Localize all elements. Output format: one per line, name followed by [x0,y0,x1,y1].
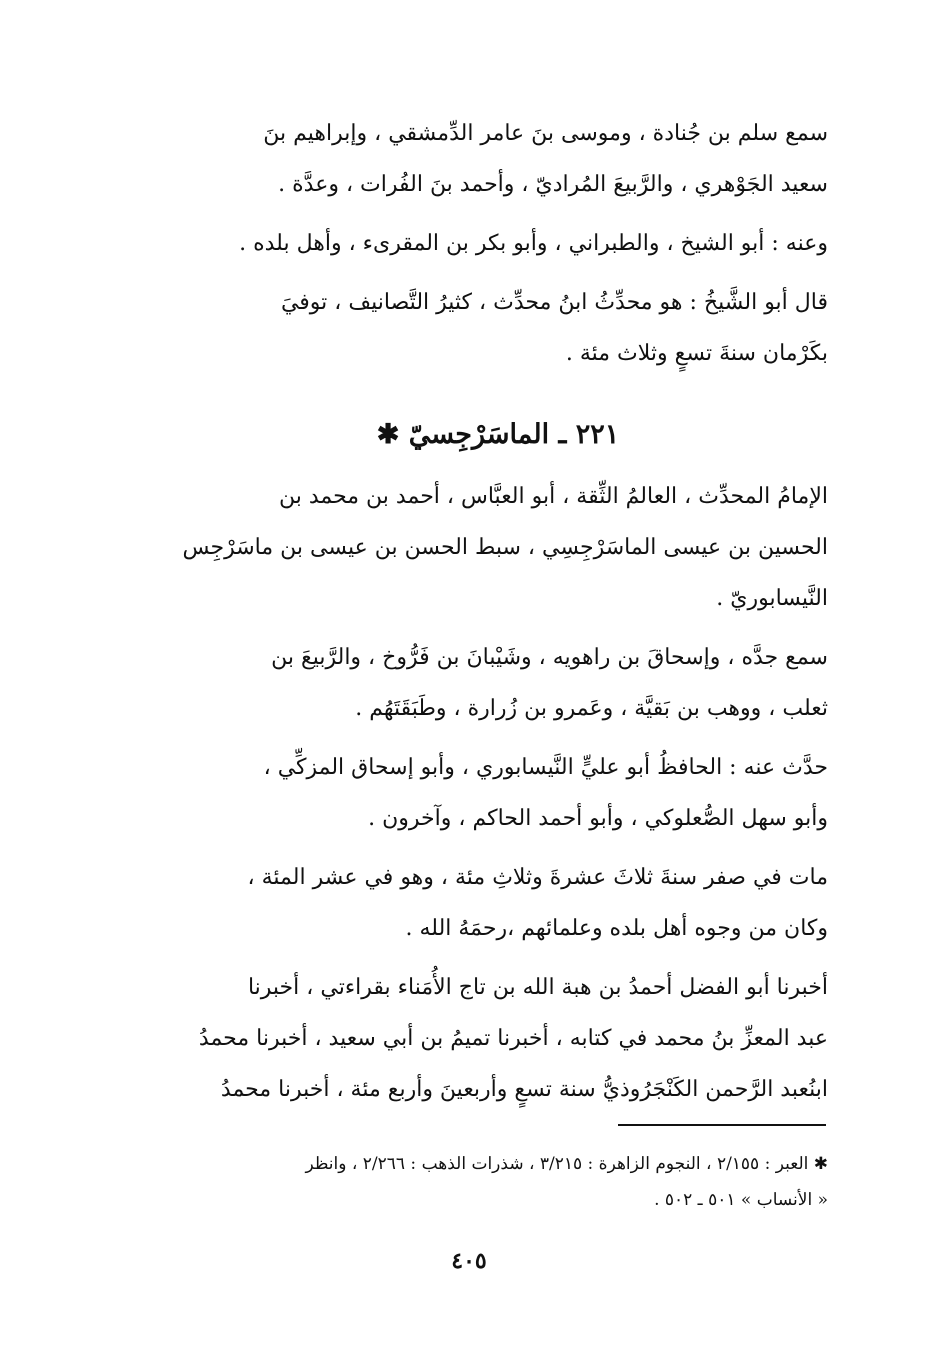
text-line: الحسين بن عيسى الماسَرْجِسِي ، سبط الحسن بن عيسى بن ماسَرْجِس [182,535,828,560]
footnotes [168,1146,828,1218]
text-line: أخبرنا أبو الفضل أحمدُ بن هبة الله بن تاج الأُمَناء بقراءتي ، أخبرنا [247,975,828,1000]
text-line: مات في صفر سنةَ ثلاثَ عشرةَ وثلاثِ مئة ، وهو في عشر المئة ، [247,865,828,890]
paragraph-death-date [168,852,828,954]
text-line: حدَّث عنه : الحافظُ أبو عليٍّ النَّيسابوري ، وأبو إسحاق المزكِّي ، [263,755,828,780]
text-line: عبد المعزِّ بنُ محمد في كتابه ، أخبرنا تميمُ بن أبي سعيد ، أخبرنا محمدُ [198,1026,828,1051]
main-text [168,108,828,1123]
paragraph-isnad [168,962,828,1115]
paragraph-teachers [168,108,828,210]
footnote-line: « الأنساب » ٥٠١ ـ ٥٠٢ . [654,1190,828,1210]
text-line: وعنه : أبو الشيخ ، والطبراني ، وأبو بكر بن المقرىء ، وأهل بلده . [239,231,828,256]
entry-heading: ٢٢١ ـ الماسَرْجِسيّ ✱ [376,419,620,450]
paragraph-biography [168,471,828,624]
text-line: بكَرْمان سنةَ تسعٍ وثلاث مئة . [565,341,828,366]
paragraph-death [168,277,828,379]
text-line: النَّيسابوريّ . [716,586,828,611]
text-line: وكان من وجوه أهل بلده وعلمائهم ،رحمَهُ الله . [405,916,828,941]
paragraph-narrated-by [168,742,828,844]
footnote-divider [618,1124,826,1126]
text-line: سمع جدَّه ، وإسحاقَ بن راهويه ، وشَيْبانَ بن فَرُّوخ ، والرَّبيعَ بن [271,645,828,670]
text-line: ثعلب ، ووهب بن بَقيَّة ، وعَمرو بن زُرارة ، وطَبَقَتَهُم . [355,696,828,721]
page-number: ٤٠٥ [451,1248,487,1274]
text-line: وأبو سهل الصُّعلوكي ، وأبو أحمد الحاكم ، وآخرون . [368,806,828,831]
paragraph-students [168,218,828,269]
text-line: سعيد الجَوْهري ، والرَّبيعَ المُراديّ ، وأحمد بنَ الفُرات ، وعدَّة . [278,172,828,197]
text-line: سمع سلم بن جُنادة ، وموسى بنَ عامر الدِّمشقي ، وإبراهيم بنَ [263,121,828,146]
paragraph-heard-from [168,632,828,734]
text-line: الإمامُ المحدِّث ، العالمُ الثِّقة ، أبو العبَّاس ، أحمد بن محمد بن [278,484,828,509]
text-line: قال أبو الشَّيخُ : هو محدِّثُ ابنُ محدِّث ، كثيرُ التَّصانيف ، توفيَ [280,290,828,315]
footnote-line: ✱ العبر : ٢/١٥٥ ، النجوم الزاهرة : ٣/٢١٥ ، شذرات الذهب : ٢/٢٦٦ ، وانظر [305,1154,828,1174]
text-line: ابنُعبد الرَّحمن الكَنْجَرُوذيُّ سنة تسعٍ وأربعينَ وأربع مئة ، أخبرنا محمدُ [220,1077,828,1102]
